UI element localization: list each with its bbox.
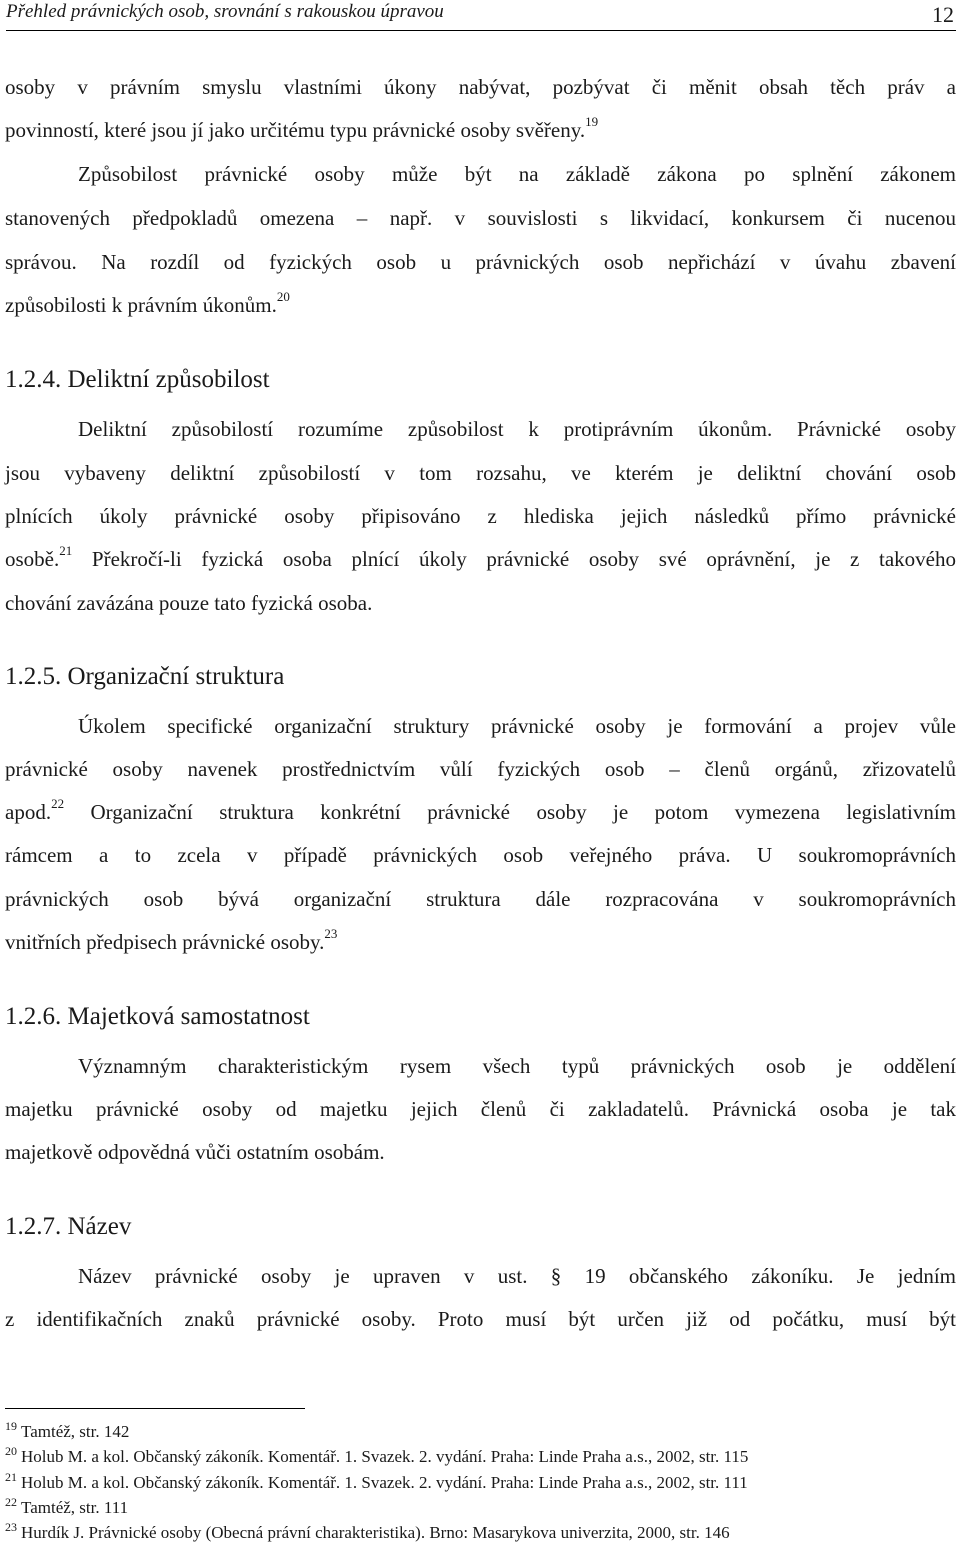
paragraph-line: z identifikačních znaků právnické osoby. Proto musí být určen již od počátku, musí být [5, 1307, 956, 1331]
paragraph-text: apod. [5, 800, 52, 824]
section-heading: 1.2.5. Organizační struktura [5, 663, 285, 690]
paragraph-line [5, 545, 956, 573]
section-heading: 1.2.4. Deliktní způsobilost [5, 366, 270, 393]
footnote-number: 20 [5, 1444, 17, 1458]
footnote-ref: 22 [51, 796, 65, 811]
footnote-number: 21 [5, 1470, 17, 1484]
footnote [5, 1472, 748, 1495]
footnote-number: 23 [5, 1520, 17, 1534]
paragraph-text: Organizační struktura konkrétní právnické osoby je potom vymezena legislativním [64, 800, 956, 824]
footnote-text: Hurdík J. Právnické osoby (Obecná právní charakteristika). Brno: Masarykova univerzita, 2000, str. 146 [21, 1523, 730, 1542]
paragraph-text: vnitřních předpisech právnické osoby. [5, 930, 325, 954]
paragraph-line: právnické osoby navenek prostřednictvím vůlí fyzických osob – členů orgánů, zřizovatelů [5, 757, 956, 781]
paragraph-line [5, 928, 956, 956]
paragraph-line: stanovených předpokladů omezena – např. v souvislosti s likvidací, konkursem či nucenou [5, 206, 956, 230]
footnote-ref: 20 [276, 289, 290, 304]
paragraph-text: Překročí-li fyzická osoba plnící úkoly právnické osoby své oprávnění, je z takového [72, 547, 956, 571]
footnote [5, 1497, 128, 1520]
footnote-text: Tamtéž, str. 142 [21, 1422, 130, 1441]
section-heading: 1.2.6. Majetková samostatnost [5, 1003, 310, 1030]
paragraph-line: Významným charakteristickým rysem všech typů právnických osob je oddělení [78, 1054, 956, 1078]
paragraph-line: chování zavázána pouze tato fyzická osoba. [5, 591, 373, 615]
paragraph-line: Deliktní způsobilostí rozumíme způsobilost k protiprávním úkonům. Právnické osoby [78, 417, 956, 441]
paragraph-line: majetku právnické osoby od majetku jejich členů či zakladatelů. Právnická osoba je tak [5, 1097, 956, 1121]
running-header-title: Přehled právnických osob, srovnání s rakouskou úpravou [6, 1, 444, 22]
paragraph-text: způsobilosti k právním úkonům. [5, 293, 277, 317]
page-number: 12 [932, 2, 954, 27]
paragraph-line: právnických osob bývá organizační struktura dále rozpracována v soukromoprávních [5, 887, 956, 911]
paragraph-line: Název právnické osoby je upraven v ust. § 19 občanského zákoníku. Je jedním [78, 1264, 956, 1288]
paragraph-line: správou. Na rozdíl od fyzických osob u právnických osob nepřichází v úvahu zbavení [5, 250, 956, 274]
footnote-text: Holub M. a kol. Občanský zákoník. Komentář. 1. Svazek. 2. vydání. Praha: Linde Praha a.s., 2002, str. 111 [21, 1473, 748, 1492]
footnote-text: Tamtéž, str. 111 [21, 1498, 129, 1517]
paragraph-line: osoby v právním smyslu vlastními úkony nabývat, pozbývat či měnit obsah těch práv a [5, 75, 956, 99]
running-header [6, 0, 956, 31]
section-heading: 1.2.7. Název [5, 1213, 132, 1240]
footnote-ref: 21 [59, 543, 73, 558]
paragraph-line: jsou vybaveny deliktní způsobilostí v tom rozsahu, ve kterém je deliktní chování osob [5, 461, 956, 485]
footnote-separator [5, 1408, 305, 1409]
paragraph-line: Úkolem specifické organizační struktury právnické osoby je formování a projev vůle [78, 714, 956, 738]
footnote [5, 1421, 129, 1444]
paragraph-line [5, 798, 956, 826]
paragraph-line: rámcem a to zcela v případě právnických osob veřejného práva. U soukromoprávních [5, 843, 956, 867]
paragraph-text: povinností, které jsou jí jako určitému typu právnické osoby svěřeny. [5, 118, 586, 142]
paragraph-line [5, 291, 956, 319]
paragraph-line [5, 116, 956, 144]
footnote-text: Holub M. a kol. Občanský zákoník. Komentář. 1. Svazek. 2. vydání. Praha: Linde Praha a.s., 2002, str. 115 [21, 1447, 749, 1466]
paragraph-text: osobě. [5, 547, 60, 571]
footnote-ref: 19 [585, 114, 599, 129]
footnote-number: 22 [5, 1495, 17, 1509]
footnote [5, 1522, 730, 1545]
footnote-ref: 23 [324, 926, 338, 941]
footnote [5, 1446, 748, 1469]
footnote-number: 19 [5, 1419, 17, 1433]
paragraph-line: plnících úkoly právnické osoby připisováno z hlediska jejich následků přímo právnické [5, 504, 956, 528]
paragraph-line: Způsobilost právnické osoby může být na základě zákona po splnění zákonem [78, 162, 956, 186]
paragraph-line: majetkově odpovědná vůči ostatním osobám. [5, 1140, 385, 1164]
